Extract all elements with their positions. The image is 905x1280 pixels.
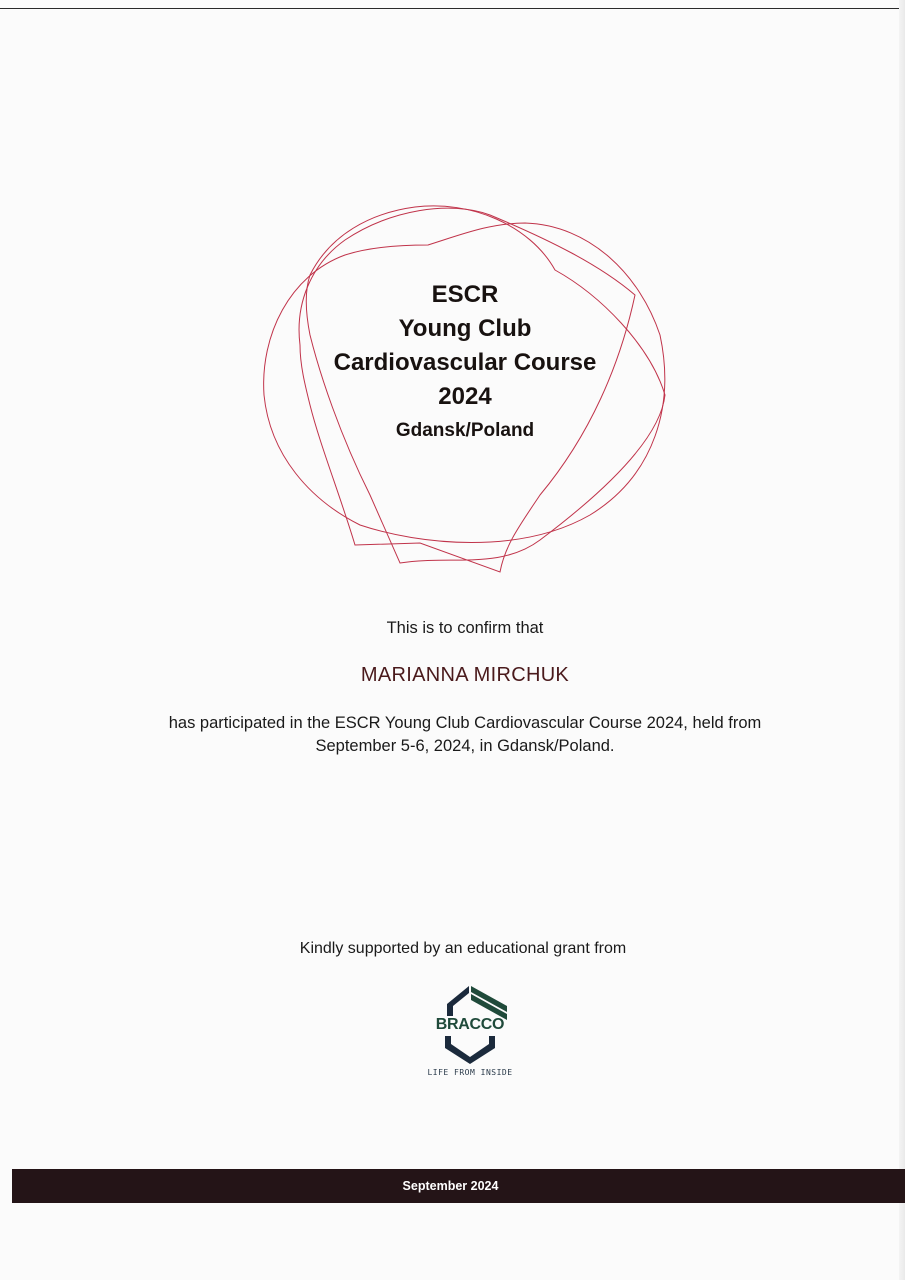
title-line-year: 2024 [438,383,492,410]
title-line-club: Young Club [398,315,532,342]
course-title [265,278,665,446]
participation-statement [120,712,810,758]
sponsor-tagline: LIFE FROM INSIDE [427,1068,513,1077]
statement-line-1: has participated in the ESCR Young Club Cardiovascular Course 2024, held from [168,714,762,732]
sponsor-name: BRACCO [435,1016,505,1033]
footer-date: September 2024 [402,1179,499,1193]
participant-name: MARIANNA MIRCHUK [360,664,570,686]
statement-line-2: September 5-6, 2024, in Gdansk/Poland. [315,737,615,755]
page-edge-shadow [899,0,905,1280]
confirmation-text: This is to confirm that [386,619,544,637]
sponsor-logo [425,976,535,1086]
title-location: Gdansk/Poland [395,420,535,441]
title-line-organization: ESCR [431,281,499,308]
top-border-line [0,8,905,9]
sponsor-support-text: Kindly supported by an educational grant from [299,940,627,957]
title-line-course: Cardiovascular Course [333,349,597,376]
footer-band [12,1169,905,1203]
